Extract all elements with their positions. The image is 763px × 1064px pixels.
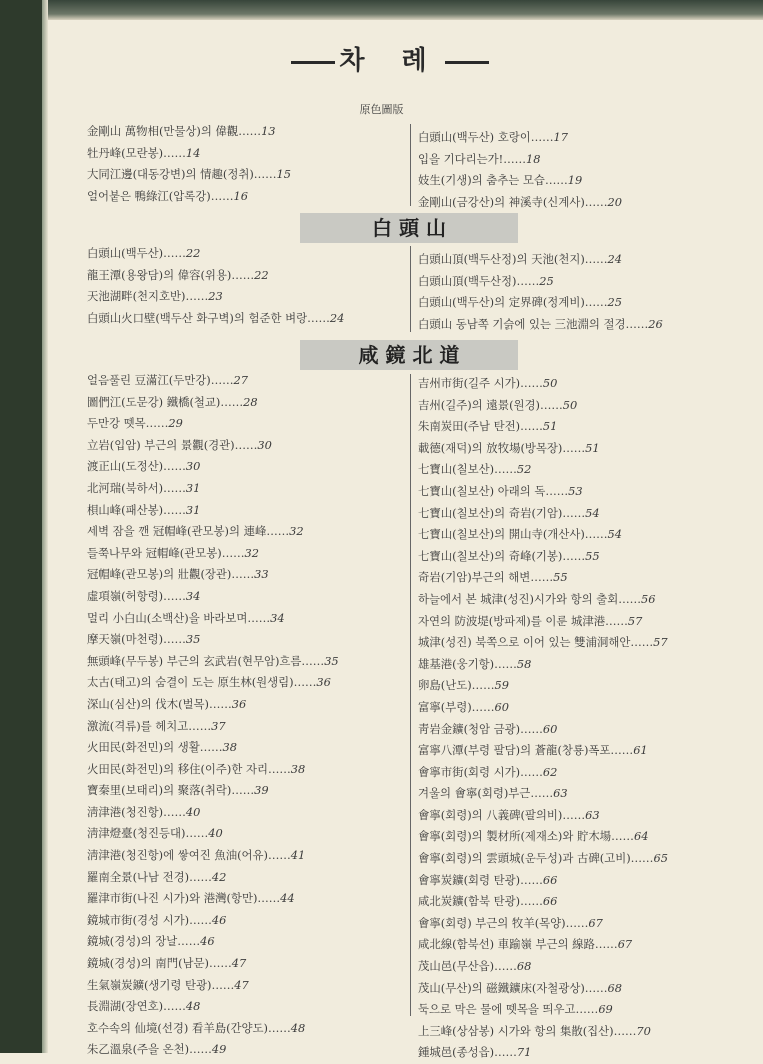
- toc-entry: [418, 1042, 668, 1064]
- toc-entry-page: 27: [233, 373, 248, 387]
- toc-entry: [87, 910, 339, 932]
- toc-entry-page: 14: [185, 145, 201, 160]
- toc-entry-title: 火田民(화전민)의 移住(이주)한 자리……: [87, 761, 291, 776]
- toc-entry-page: 63: [553, 786, 568, 801]
- toc-entry: [87, 265, 344, 287]
- toc-entry: [418, 192, 622, 214]
- toc-entry-page: 52: [516, 462, 532, 477]
- toc-entry-page: 22: [185, 246, 201, 260]
- toc-entry-page: 66: [542, 872, 558, 887]
- toc-entry-title: 둑으로 막은 물에 뗏목을 띄우고……: [418, 1002, 599, 1017]
- toc-entry-page: 57: [627, 613, 643, 628]
- toc-entry: [87, 370, 339, 392]
- toc-entry-page: 36: [316, 675, 331, 690]
- toc-entry: [87, 521, 339, 543]
- toc-entry: [87, 629, 339, 651]
- toc-entry-page: 42: [211, 869, 227, 884]
- toc-entry: [87, 694, 339, 716]
- toc-entry: [418, 956, 668, 978]
- toc-entry: [87, 823, 339, 845]
- toc-entry-page: 62: [542, 764, 558, 779]
- toc-entry-title: 金剛山 萬物相(만물상)의 偉觀……: [87, 124, 262, 138]
- toc-entry-title: 虛項嶺(허항령)……: [87, 588, 186, 603]
- toc-entry-page: 26: [648, 316, 663, 331]
- toc-entry-title: 會寧(회령)의 雲頭城(운두성)과 古碑(고비)……: [418, 851, 654, 866]
- toc-entry-page: 36: [231, 696, 247, 711]
- toc-entry-title: 載德(재덕)의 放牧場(방목장)……: [418, 440, 586, 455]
- toc-entry: [87, 435, 339, 457]
- toc-entry-page: 50: [542, 376, 558, 390]
- toc-entry: [87, 164, 291, 186]
- toc-entry-page: 59: [494, 678, 509, 693]
- book-binding: [0, 0, 42, 1053]
- toc-entry-page: 28: [243, 394, 258, 409]
- toc-entry-title: 天池湖畔(천지호반)……: [87, 289, 209, 304]
- toc-entry-page: 37: [211, 718, 226, 733]
- toc-entry-title: 渡正山(도정산)……: [87, 459, 186, 474]
- toc-entry: [87, 737, 339, 759]
- toc-entry: [87, 651, 339, 673]
- toc-entry-title: 長淵湖(장연호)……: [87, 999, 186, 1014]
- toc-entry-title: 卵島(난도)……: [418, 678, 495, 693]
- toc-entry-title: 朱南炭田(주남 탄전)……: [418, 419, 543, 434]
- toc-entry: [87, 413, 339, 435]
- toc-entry-title: 牡丹峰(모란봉)……: [87, 145, 186, 160]
- toc-entry-title: 들쭉나무와 冠帽峰(관모봉)……: [87, 545, 245, 560]
- toc-entry-page: 70: [636, 1023, 651, 1038]
- toc-entry: [87, 996, 339, 1018]
- toc-entry-title: 奇岩(기암)부근의 해변……: [418, 570, 554, 585]
- toc-entry-title: 七寶山(칠보산)의 奇峰(기봉)……: [418, 548, 586, 563]
- toc-entry-page: 61: [633, 743, 648, 758]
- toc-entry-page: 63: [585, 807, 600, 822]
- toc-entry-page: 32: [244, 545, 259, 560]
- toc-entry-title: 會寧市街(회령 시가)……: [418, 764, 543, 779]
- toc-entry: [418, 654, 668, 676]
- toc-entry-page: 39: [254, 783, 269, 798]
- toc-entry: [418, 719, 668, 741]
- toc-entry: [87, 286, 344, 308]
- toc-entry: [87, 478, 339, 500]
- toc-entry-page: 34: [185, 588, 201, 603]
- toc-entry: [87, 780, 339, 802]
- toc-entry-title: 七寶山(칠보산)의 奇岩(기암)……: [418, 505, 586, 520]
- toc-entry: [418, 567, 668, 589]
- toc-entry-title: 白頭山頂(백두산정)……: [418, 273, 540, 288]
- toc-entry: [418, 395, 668, 417]
- toc-entry-page: 67: [588, 915, 603, 930]
- toc-entry-page: 25: [607, 295, 623, 310]
- toc-entry-page: 47: [231, 956, 247, 971]
- toc-entry: [87, 500, 339, 522]
- toc-entry-page: 55: [553, 570, 568, 585]
- column-divider-baekdu: [410, 246, 411, 332]
- toc-entry-title: 羅津市街(나진 시가)와 港灣(항만)……: [87, 891, 281, 906]
- toc-entry-page: 64: [633, 829, 649, 844]
- toc-entry-title: 咸北線(함북선) 車踰嶺 부근의 線路……: [418, 937, 618, 952]
- toc-entry: [418, 934, 668, 956]
- toc-entry-page: 65: [653, 851, 668, 866]
- toc-entry: [87, 802, 339, 824]
- toc-entry-title: 圖們江(도문강) 鐵橋(철교)……: [87, 394, 244, 409]
- toc-entry-page: 25: [539, 273, 554, 288]
- toc-entry-title: 城津(성진) 북쪽으로 이어 있는 雙浦洞해안……: [418, 635, 654, 650]
- toc-entry-title: 激流(격류)를 헤치고……: [87, 718, 212, 733]
- toc-entry-title: 會寧炭鑛(회령 탄광)……: [418, 872, 543, 887]
- toc-entry-title: 白頭山頂(백두산정)의 天池(천지)……: [418, 252, 608, 266]
- toc-entry: [87, 759, 339, 781]
- toc-entry-title: 하늘에서 본 城津(성진)시가와 항의 출회……: [418, 591, 641, 606]
- toc-entry-title: 金剛山(금강산)의 神溪寺(신계사)……: [418, 194, 608, 209]
- toc-entry-title: 會寧(회령)의 製材所(제재소)와 貯木場……: [418, 829, 634, 844]
- toc-entry-page: 24: [607, 252, 623, 266]
- toc-entry-title: 鏡城(경성)의 장날……: [87, 934, 201, 949]
- toc-entry: [418, 589, 668, 611]
- toc-entry-title: 입을 기다리는가!……: [418, 151, 527, 166]
- toc-entry-page: 54: [607, 527, 623, 542]
- toc-entry-page: 31: [185, 480, 201, 495]
- toc-entry-title: 白頭山(백두산)……: [87, 246, 186, 260]
- toc-entry: [418, 416, 668, 438]
- toc-entry-page: 23: [208, 289, 223, 304]
- toc-entry-page: 40: [208, 826, 223, 841]
- toc-entry: [87, 121, 291, 143]
- toc-entry-title: 鍾城邑(종성읍)……: [418, 1045, 517, 1060]
- toc-entry: [418, 249, 663, 271]
- toc-entry: [418, 611, 668, 633]
- toc-entry: [87, 564, 339, 586]
- toc-entry-page: 68: [516, 959, 532, 974]
- toc-entry: [418, 438, 668, 460]
- toc-entry: [418, 783, 668, 805]
- toc-entry-title: 妓生(기생)의 춤추는 모습……: [418, 173, 568, 188]
- toc-entry: [87, 953, 339, 975]
- toc-entry-page: 51: [542, 419, 558, 434]
- toc-entry-page: 16: [233, 188, 248, 203]
- toc-entry-title: 冠帽峰(관모봉)의 壯觀(장관)……: [87, 567, 255, 582]
- toc-entry-title: 茂山邑(무산읍)……: [418, 959, 517, 974]
- toc-entry: [418, 978, 668, 1000]
- toc-entry-page: 18: [526, 151, 541, 166]
- color-section-right: [418, 127, 622, 213]
- toc-entry: [87, 392, 339, 414]
- toc-entry-title: 深山(심산)의 伐木(벌목)……: [87, 696, 232, 711]
- toc-entry: [87, 1039, 339, 1061]
- toc-entry-title: 겨울의 會寧(회령)부근……: [418, 786, 554, 801]
- toc-entry-page: 35: [185, 632, 201, 647]
- toc-entry-title: 자연의 防波堤(방파제)를 이룬 城津港……: [418, 613, 628, 628]
- toc-entry-title: 富寧(부령)……: [418, 699, 495, 714]
- toc-entry-page: 19: [567, 173, 583, 188]
- toc-entry-page: 49: [211, 1042, 227, 1057]
- toc-entry: [418, 459, 668, 481]
- toc-entry: [87, 716, 339, 738]
- section-banner-hambuk: 咸 鏡 北 道: [300, 340, 518, 370]
- toc-entry-page: 48: [185, 999, 201, 1014]
- toc-entry-page: 47: [234, 977, 249, 992]
- toc-entry-title: 白頭山(백두산) 호랑이……: [418, 130, 554, 144]
- toc-entry-title: 龍王潭(용왕담)의 偉容(위용)……: [87, 267, 255, 282]
- toc-entry-title: 얼음풀린 豆滿江(두만강)……: [87, 373, 234, 387]
- toc-entry-title: 七寶山(칠보산)의 開山寺(개산사)……: [418, 527, 608, 542]
- toc-entry: [418, 762, 668, 784]
- toc-entry-page: 57: [653, 635, 668, 650]
- toc-entry-page: 13: [261, 124, 276, 138]
- toc-entry-title: 호수속의 仙境(선경) 看羊島(간양도)……: [87, 1020, 291, 1035]
- toc-entry: [87, 845, 339, 867]
- toc-entry-title: 茂山(무산)의 磁鐵鑛床(자철광상)……: [418, 980, 608, 995]
- toc-entry: [87, 456, 339, 478]
- toc-entry-page: 38: [222, 740, 237, 755]
- toc-entry-title: 淸津港(청진항)……: [87, 804, 186, 819]
- toc-entry: [418, 314, 663, 336]
- toc-entry: [418, 697, 668, 719]
- toc-entry: [87, 186, 291, 208]
- toc-entry: [87, 243, 344, 265]
- toc-entry: [418, 292, 663, 314]
- toc-entry-title: 吉州市街(길주 시가)……: [418, 376, 543, 390]
- toc-entry-title: 梖山峰(패산봉)……: [87, 502, 186, 517]
- toc-entry-page: 56: [640, 591, 656, 606]
- toc-entry-page: 51: [585, 440, 600, 455]
- toc-entry-title: 無頭峰(무두봉) 부근의 玄武岩(현무암)흐름……: [87, 653, 325, 668]
- toc-entry: [418, 848, 668, 870]
- toc-entry: [87, 931, 339, 953]
- toc-entry: [418, 373, 668, 395]
- toc-entry-title: 生氣嶺炭鑛(생기령 탄광)……: [87, 977, 235, 992]
- toc-entry-page: 32: [289, 524, 304, 539]
- toc-entry: [418, 271, 663, 293]
- toc-entry-title: 세벽 잠을 깬 冠帽峰(관모봉)의 連峰……: [87, 524, 290, 539]
- toc-entry: [87, 888, 339, 910]
- toc-entry: [87, 143, 291, 165]
- toc-entry: [418, 805, 668, 827]
- toc-entry: [87, 608, 339, 630]
- section-banner-baekdu: 白 頭 山: [300, 213, 518, 243]
- toc-entry-page: 35: [324, 653, 339, 668]
- toc-entry: [87, 586, 339, 608]
- toc-entry-page: 71: [516, 1045, 532, 1060]
- toc-entry-page: 29: [168, 416, 183, 431]
- toc-entry: [418, 740, 668, 762]
- toc-entry: [87, 975, 339, 997]
- toc-entry-title: 얼어붙은 鴨綠江(압록강)……: [87, 188, 234, 203]
- toc-entry-title: 朱乙溫泉(주을 온천)……: [87, 1042, 212, 1057]
- toc-entry-title: 七寶山(칠보산)……: [418, 462, 517, 477]
- toc-entry-title: 白頭山 동남쪽 기슭에 있는 三池淵의 절경……: [418, 316, 649, 331]
- toc-entry-page: 15: [276, 167, 292, 182]
- toc-entry: [418, 503, 668, 525]
- toc-entry-page: 34: [270, 610, 285, 625]
- toc-entry-page: 44: [280, 891, 295, 906]
- toc-entry-page: 30: [185, 459, 201, 474]
- toc-entry: [87, 308, 344, 330]
- toc-entry-title: 上三峰(상삼봉) 시가와 항의 集散(집산)……: [418, 1023, 637, 1038]
- baekdu-section-left: [87, 243, 344, 329]
- toc-entry: [418, 999, 668, 1021]
- toc-entry-page: 46: [211, 912, 227, 927]
- toc-entry-title: 立岩(입암) 부근의 景觀(경관)……: [87, 437, 258, 452]
- toc-entry-page: 22: [254, 267, 269, 282]
- color-plates-heading: 原色圖版: [359, 103, 404, 116]
- toc-entry-title: 摩天嶺(마천령)……: [87, 632, 186, 647]
- toc-entry: [87, 1018, 339, 1040]
- toc-entry-page: 46: [200, 934, 215, 949]
- toc-entry: [418, 524, 668, 546]
- toc-entry: [87, 672, 339, 694]
- toc-entry: [87, 867, 339, 889]
- toc-entry: [87, 543, 339, 565]
- toc-entry-page: 60: [494, 699, 509, 714]
- toc-entry-page: 41: [290, 848, 306, 863]
- toc-entry-page: 55: [585, 548, 600, 563]
- toc-entry: [418, 1021, 668, 1043]
- toc-entry-title: 鏡城市街(경성 시가)……: [87, 912, 212, 927]
- toc-entry-title: 白頭山火口壁(백두산 화구벽)의 험준한 벼랑……: [87, 310, 330, 325]
- toc-entry-page: 66: [542, 894, 558, 909]
- toc-entry-page: 58: [516, 656, 532, 671]
- toc-entry-title: 咸北炭鑛(함북 탄광)……: [418, 894, 543, 909]
- toc-entry-page: 20: [607, 194, 623, 209]
- toc-entry-page: 30: [257, 437, 272, 452]
- toc-entry-title: 會寧(회령) 부근의 牧羊(목양)……: [418, 915, 589, 930]
- toc-entry-title: 淸津港(청진항)에 쌓여진 魚油(어유)……: [87, 848, 291, 863]
- toc-entry-title: 멀리 小白山(소백산)을 바라보며……: [87, 610, 271, 625]
- toc-entry-title: 吉州(길주)의 遠景(원경)……: [418, 397, 563, 412]
- toc-entry-page: 48: [290, 1020, 306, 1035]
- toc-entry-page: 38: [290, 761, 306, 776]
- toc-entry-page: 17: [553, 130, 568, 144]
- toc-entry-title: 北河瑞(북하서)……: [87, 480, 186, 495]
- toc-entry-page: 69: [598, 1002, 613, 1017]
- toc-entry: [418, 127, 622, 149]
- toc-entry-page: 24: [329, 310, 345, 325]
- toc-entry-title: 富寧八潭(부령 팔담)의 蒼龍(창룡)폭포……: [418, 743, 634, 758]
- column-divider-color: [410, 124, 411, 206]
- toc-entry-page: 50: [562, 397, 578, 412]
- toc-entry-title: 羅南全景(나남 전경)……: [87, 869, 212, 884]
- toc-entry: [418, 913, 668, 935]
- toc-entry-page: 60: [542, 721, 558, 736]
- toc-entry-title: 七寶山(칠보산) 아래의 독……: [418, 483, 569, 498]
- toc-entry-page: 40: [185, 804, 201, 819]
- toc-entry: [418, 149, 622, 171]
- column-divider-hambuk: [410, 374, 411, 1016]
- toc-entry: [418, 870, 668, 892]
- toc-entry-title: 鏡城(경성)의 南門(남문)……: [87, 956, 232, 971]
- color-section-left: [87, 121, 291, 207]
- toc-title: 차 례: [255, 40, 525, 77]
- hambuk-section-right: [418, 373, 668, 1064]
- hambuk-section-left: [87, 370, 339, 1061]
- toc-entry: [418, 891, 668, 913]
- toc-entry: [418, 826, 668, 848]
- toc-entry-page: 67: [617, 937, 633, 952]
- toc-entry: [418, 170, 622, 192]
- toc-entry: [418, 481, 668, 503]
- toc-entry-page: 31: [185, 502, 201, 517]
- toc-entry-title: 大同江邊(대동강변)의 情趣(정취)……: [87, 167, 277, 182]
- binding-edge: [42, 0, 48, 1053]
- toc-entry-title: 會寧(회령)의 八義碑(팔의비)……: [418, 807, 586, 822]
- toc-entry-page: 68: [607, 980, 623, 995]
- toc-entry-title: 寶秦里(보태리)의 聚落(취락)……: [87, 783, 255, 798]
- page-top-edge: [48, 0, 763, 20]
- toc-entry-title: 太古(태고)의 숨결이 도는 原生林(원생림)……: [87, 675, 317, 690]
- toc-entry-page: 33: [254, 567, 269, 582]
- toc-entry: [418, 546, 668, 568]
- toc-entry: [418, 675, 668, 697]
- toc-entry-title: 雄基港(웅기항)……: [418, 656, 517, 671]
- toc-entry-title: 靑岩金鑛(청암 금광)……: [418, 721, 543, 736]
- toc-entry-title: 두만강 뗏목……: [87, 416, 169, 431]
- toc-entry-page: 54: [585, 505, 600, 520]
- toc-entry: [418, 632, 668, 654]
- toc-entry-title: 白頭山(백두산)의 定界碑(정계비)……: [418, 295, 608, 310]
- toc-entry-page: 53: [568, 483, 583, 498]
- toc-entry-title: 火田民(화전민)의 생활……: [87, 740, 223, 755]
- baekdu-section-right: [418, 249, 663, 335]
- toc-entry-title: 淸津燈臺(청진등대)……: [87, 826, 209, 841]
